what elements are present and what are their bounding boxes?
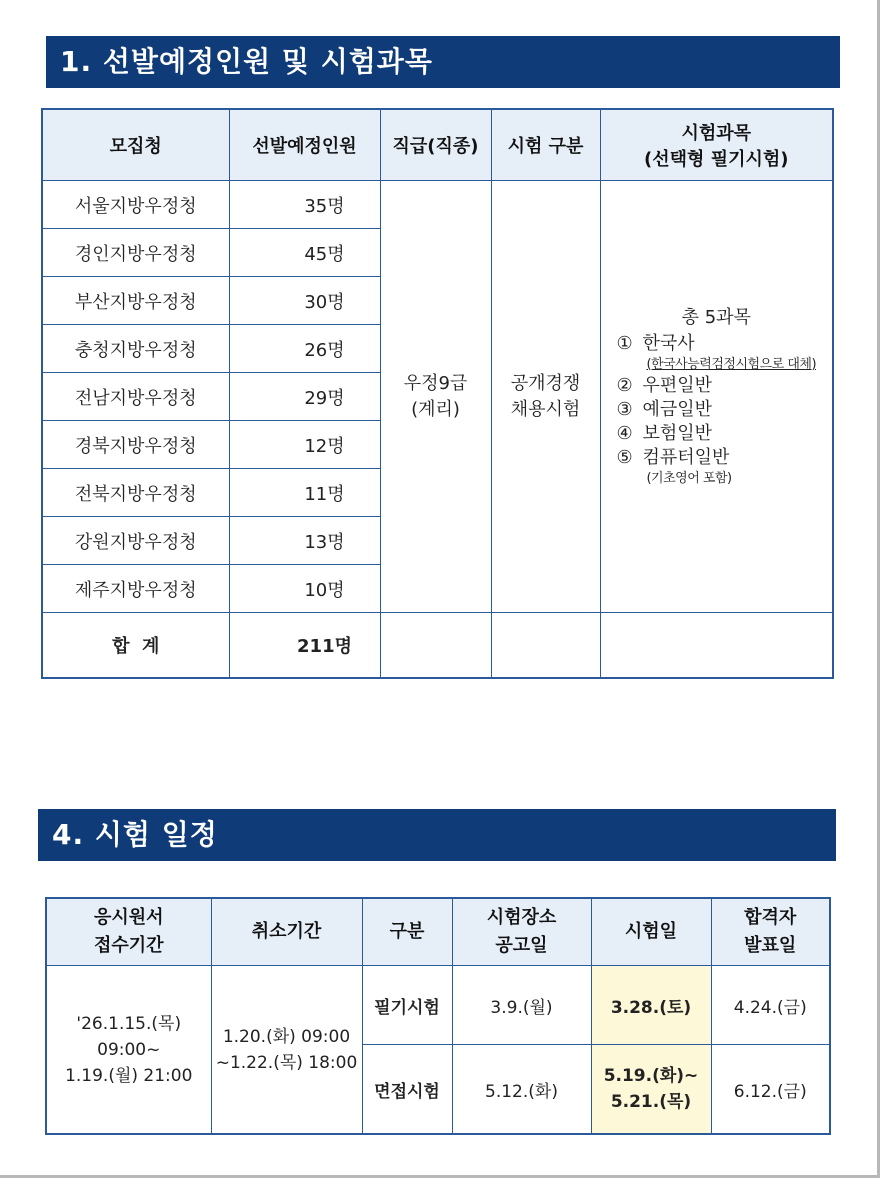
office-cell: 경인지방우정청 (42, 229, 229, 277)
count-cell: 12명 (229, 421, 380, 469)
interview-result-date: 6.12.(금) (711, 1045, 830, 1135)
total-count: 211명 (229, 613, 380, 679)
grade-line2: (계리) (411, 398, 460, 420)
written-result-date: 4.24.(금) (711, 966, 830, 1045)
written-venue-date: 3.9.(월) (452, 966, 591, 1045)
count-cell: 45명 (229, 229, 380, 277)
count-cell: 11명 (229, 469, 380, 517)
header-category: 구분 (362, 898, 452, 966)
cancel-period-cell: 1.20.(화) 09:00 ~1.22.(목) 18:00 (211, 966, 362, 1135)
written-exam-label: 필기시험 (362, 966, 452, 1045)
subjects-cell (600, 181, 833, 613)
header-cancel-period: 취소기간 (211, 898, 362, 966)
exam-type-line1: 공개경쟁 (510, 372, 581, 394)
grade-line1: 우정9급 (403, 372, 468, 394)
office-cell: 전북지방우정청 (42, 469, 229, 517)
exam-type-cell (491, 181, 600, 613)
interview-exam-date: 5.19.(화)~ 5.21.(목) (591, 1045, 711, 1135)
header-subjects-line2: (선택형 필기시험) (644, 149, 789, 170)
count-cell: 30명 (229, 277, 380, 325)
written-exam-date: 3.28.(토) (591, 966, 711, 1045)
subject-note: (한국사능력검정시험으로 대체) (646, 356, 817, 372)
total-label: 합 계 (42, 613, 229, 679)
section-title-schedule: 4. 시험 일정 (38, 809, 836, 861)
empty-cell (491, 613, 600, 679)
subject-item: ① 한국사 (616, 332, 695, 354)
table-row (42, 181, 833, 229)
total-row (42, 613, 833, 679)
office-cell: 경북지방우정청 (42, 421, 229, 469)
subjects-list (616, 306, 816, 488)
header-exam-date: 시험일 (591, 898, 711, 966)
subject-item: ④ 보험일반 (616, 422, 713, 444)
subject-item: ② 우편일반 (616, 374, 713, 396)
grade-cell (380, 181, 491, 613)
office-cell: 충청지방우정청 (42, 325, 229, 373)
office-cell: 전남지방우정청 (42, 373, 229, 421)
apply-period-cell: '26.1.15.(목) 09:00~ 1.19.(월) 21:00 (46, 966, 211, 1135)
exam-type-line2: 채용시험 (510, 398, 581, 420)
header-count: 선발예정인원 (229, 109, 380, 181)
office-cell: 제주지방우정청 (42, 565, 229, 613)
header-apply-period: 응시원서 접수기간 (46, 898, 211, 966)
header-subjects (600, 109, 833, 181)
office-cell: 강원지방우정청 (42, 517, 229, 565)
header-result-date: 합격자 발표일 (711, 898, 830, 966)
header-grade: 직급(직종) (380, 109, 491, 181)
interview-venue-date: 5.12.(화) (452, 1045, 591, 1135)
subject-note: (기초영어 포함) (646, 470, 732, 486)
office-cell: 부산지방우정청 (42, 277, 229, 325)
header-venue-notice: 시험장소 공고일 (452, 898, 591, 966)
empty-cell (380, 613, 491, 679)
empty-cell (600, 613, 833, 679)
count-cell: 13명 (229, 517, 380, 565)
count-cell: 10명 (229, 565, 380, 613)
recruitment-table (41, 108, 834, 679)
office-cell: 서울지방우정청 (42, 181, 229, 229)
count-cell: 26명 (229, 325, 380, 373)
subject-item: ③ 예금일반 (616, 398, 713, 420)
subject-item: ⑤ 컴퓨터일반 (616, 446, 730, 468)
header-exam-type: 시험 구분 (491, 109, 600, 181)
count-cell: 35명 (229, 181, 380, 229)
schedule-table (45, 897, 831, 1135)
section-title-recruitment: 1. 선발예정인원 및 시험과목 (46, 36, 840, 88)
count-cell: 29명 (229, 373, 380, 421)
interview-label: 면접시험 (362, 1045, 452, 1135)
table-row (46, 966, 830, 1045)
subjects-title: 총 5과목 (681, 306, 751, 328)
header-subjects-line1: 시험과목 (681, 123, 752, 144)
header-office: 모집청 (42, 109, 229, 181)
